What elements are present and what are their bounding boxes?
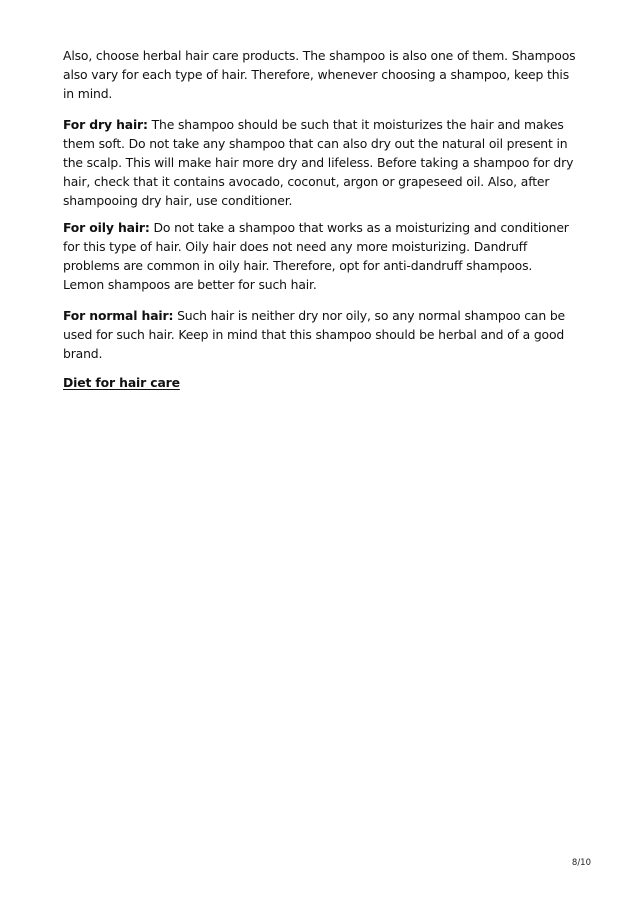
diet-section-heading	[63, 373, 577, 392]
dry-hair-text: The shampoo should be such that it moisturizes the hair and makes them soft. Do not take any shampoo that can also dry out the natural oil present in the scalp. This will make hair more dry and lifeless. Before taking a shampoo for dry hair, check that it contains avocado, coconut, argon or grapeseed oil. Also, after shampooing dry hair, use conditioner.	[63, 117, 574, 208]
page-content	[63, 46, 577, 392]
oily-hair-label: For oily hair:	[63, 220, 150, 235]
page-number: 8/10	[571, 858, 591, 868]
intro-paragraph	[63, 46, 577, 103]
oily-hair-paragraph	[63, 218, 577, 294]
diet-for-hair-care-link[interactable]: Diet for hair care	[63, 375, 180, 390]
dry-hair-label: For dry hair:	[63, 117, 148, 132]
intro-text: Also, choose herbal hair care products. The shampoo is also one of them. Shampoos also vary for each type of hair. Therefore, whenever choosing a shampoo, keep this in mind.	[63, 48, 576, 101]
oily-hair-text: Do not take a shampoo that works as a moisturizing and conditioner for this type of hair. Oily hair does not need any more moisturizing. Dandruff problems are common in oily hair. Therefore, opt for anti-dandruff shampoos. Lemon shampoos are better for such hair.	[63, 220, 569, 292]
normal-hair-label: For normal hair:	[63, 308, 174, 323]
normal-hair-text: Such hair is neither dry nor oily, so any normal shampoo can be used for such hair. Keep in mind that this shampoo should be herbal and of a good brand.	[63, 308, 566, 361]
dry-hair-paragraph	[63, 115, 577, 210]
normal-hair-paragraph	[63, 306, 577, 363]
